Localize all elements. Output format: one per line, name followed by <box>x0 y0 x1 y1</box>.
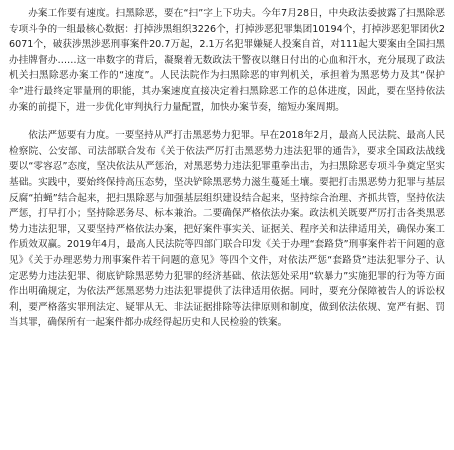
paragraph-spacer <box>9 115 445 128</box>
paragraph-case-speed: 办案工作要有速度。扫黑除恶，要在“扫”字上下功夫。今年7月28日，中央政法委披露了扫黑除恶专项斗争的一组最核心数据：打掉涉黑组织3226个，打掉涉恶犯罪集团10194个，打掉涉恶犯罪团伙26071个，破获涉黑涉恶刑事案件20.7万起，2.1万名犯罪嫌疑人投案自首，对111起大要案由全国扫黑办挂牌督办……这一串数字的背后，凝聚着无数政法干警夜以继日付出的心血和汗水，充分展现了政法机关扫黑除恶办案工作的“速度”。人民法院作为扫黑除恶的审判机关，承担着为黑恶势力及其“保护伞”进行最终定罪量刑的职能，其办案速度直接决定着扫黑除恶工作的总体进度，因此，要在坚持依法办案的前提下，进一步优化审判执行力量配置，加快办案节奏，缩短办案周期。 <box>9 8 445 113</box>
paragraph-punishment-strength: 依法严惩要有力度。一要坚持从严打击黑恶势力犯罪。早在2018年2月，最高人民法院、最高人民检察院、公安部、司法部联合发布《关于依法严厉打击黑恶势力违法犯罪的通告》，要求全国政法战线要以“零容忍”态度，坚决依法从严惩治，对黑恶势力违法犯罪重拳出击，为扫黑除恶专项斗争奠定坚实基础。实践中，要始终保持高压态势，坚决铲除黑恶势力滋生蔓延土壤。要把打击黑恶势力犯罪与基层反腐“拍蝇”结合起来，把扫黑除恶与加强基层组织建设结合起来，坚持综合治理、齐抓共管，坚持依法严惩，打早打小；坚持除恶务尽、标本兼治。二要确保严格依法办案。政法机关既要严厉打击各类黑恶势力违法犯罪，又要坚持严格依法办案，把好案件事实关、证据关、程序关和法律适用关，确保办案工作质效双赢。2019年4月，最高人民法院等四部门联合印发《关于办理“套路贷”刑事案件若干问题的意见》《关于办理恶势力刑事案件若干问题的意见》等四个文件，对依法严惩“套路贷”违法犯罪分子、认定恶势力违法犯罪、彻底铲除黑恶势力犯罪的经济基础、依法惩处采用“软暴力”实施犯罪的行为等方面作出明确规定，为依法严惩黑恶势力违法犯罪提供了法律适用依据。同时，要充分保障被告人的诉讼权利，要严格落实罪刑法定、疑罪从无、非法证据排除等法律原则和制度，做到依法依规、宽严有据、罚当其罪，确保所有一起案件都办成经得起历史和人民检验的铁案。 <box>9 130 445 329</box>
